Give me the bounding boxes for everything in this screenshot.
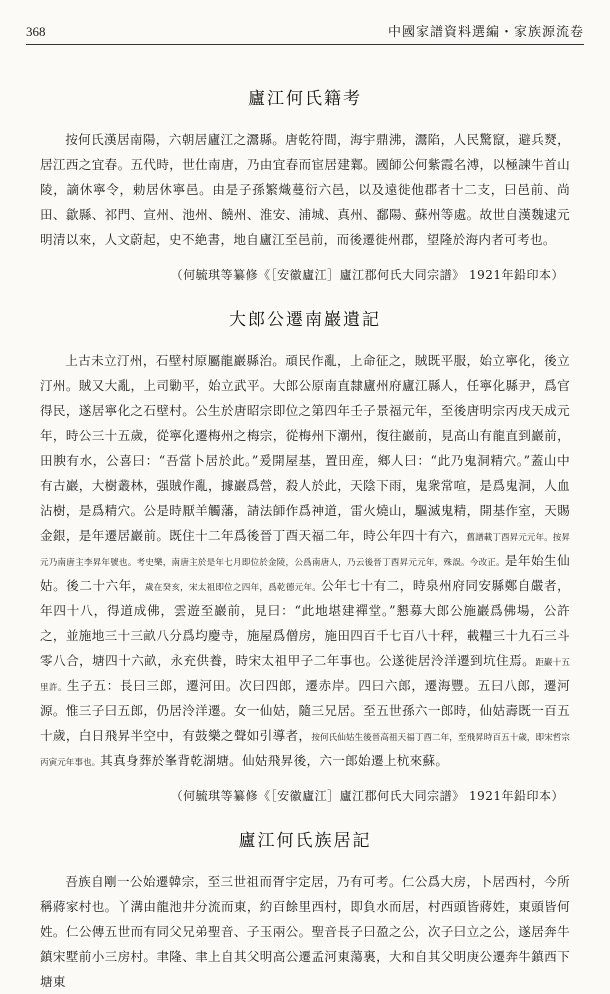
source-citation: （何毓琪等纂修《［安徽廬江］廬江郡何氏大同宗譜》 1921年鉛印本）: [170, 268, 564, 282]
section-title: 廬江何氏族居記: [238, 831, 372, 851]
section-body: [40, 348, 570, 773]
body-text: 其真身葬於峯背乾湖塘。仙姑飛昇後，六一郎始遷上杭來蘇。: [100, 753, 449, 768]
section-title: 大郎公遷南巖遺記: [229, 310, 381, 330]
body-text: 是年始生仙姑。後二十六年，: [40, 553, 571, 593]
section-body: 吾族自剛一公始遷韓宗，至三世祖而胥宇定居，乃有可考。仁公爲大房，卜居西村，今所稱蔣家村也。丫溝由龍池井分流而東，約百餘里西村，即負水而居，村西頭皆蔣姓，東頭皆何姓。仁公傳五世而有同父兄弟聖音、子玉兩公。聖音長子曰盈之公，次子曰立之公，遂居奔牛鎮宋墅前小三房村。聿隆、聿上自其父明高公遷孟河東蕩裏，大和自其父明庚公遷奔牛鎮西下塘東: [40, 874, 570, 989]
section-title: 廬江何氏籍考: [248, 89, 362, 109]
page-content: [40, 54, 570, 994]
body-text: 生子五：長曰三郎，遷河田。次曰四郎，遷赤岸。四曰六郎，遷海豐。五曰八郎，遷河源。惟三子曰五郎，仍居泠洋遷。女一仙姑，隨三兄居。至五世孫六一郎時，仙姑壽既一百五十歲，白日飛昇半空中，有鼓樂之聲如引導者，: [40, 678, 570, 743]
inline-note: 按何氏仙姑生後晉高祖天福丁酉二年，至飛昇時百五十歲，即宋哲宗丙寅元年事也。: [40, 733, 570, 768]
source-citation: （何毓琪等纂修《［安徽廬江］廬江郡何氏大同宗譜》 1921年鉛印本）: [170, 789, 564, 803]
page-header: [26, 16, 584, 45]
body-text: 上古未立汀州，石壁村原屬龍巖縣治。頑民作亂，上命征之，賊既平服，始立寧化，後立汀州。賊又大亂，上司勦平，始立武平。大郎公原南直隸廬州府廬江縣人，任寧化縣尹，爲官得民，遂居寧化之石壁村。公生於唐昭宗即位之第四年壬子景福元年，至後唐明宗丙戌天成元年，時公三十五歲，從寧化遷梅州之梅宗，從梅州下潮州，復往巖前，見高山有龍直到巖前，田腴有水，公喜曰：“吾當卜居於此。”爰開屋基，置田産，鄉人曰：“此乃鬼洞精穴。”蓋山中有古巖，大樹叢林，强賊作亂，據巖爲營，殺人於此，天陰下雨，鬼衆常喧，是爲鬼洞，人血沾樹，是爲精穴。公是時厭羊觸藩，請法師作爲神道，雷火燒山，驅滅鬼精，開基作室，天賜金銀，是年遷居巖前。既住十二年爲後晉丁酉天福二年，時公年四十有六，: [40, 353, 570, 543]
inline-note: 歲在癸亥，宋太祖即位之四年，爲乾德元年。: [144, 583, 322, 593]
inline-note: 舊譜載丁酉昇元元年。按昇元乃南唐主李昇年號也。考史樂，南唐主於是年七月即位於金陵，公爲南唐人，乃云後晉丁酉昇元元年，殊誤。今改正。: [40, 533, 570, 568]
running-title: 中國家譜資料選編・家族源流卷: [387, 25, 584, 40]
inline-note: 距巖十五里許。: [40, 658, 570, 693]
page-number: 368: [26, 24, 46, 39]
section-body: 按何氏漢居南陽，六朝居廬江之灊縣。唐乾符間，海宇鼎沸，灊陷，人民驚竄，避兵燹，居江西之宜春。五代時，世仕南唐，乃由宜春而宦居建鄴。國師公何紫霞名溥，以極諫牛首山陵，謫休寧令，勅居休寧邑。由是子孫繁熾蔓衍六邑，以及遠徙他郡者十二支，曰邑前、尚田、歙縣、祁門、宣州、池州、饒州、淮安、浦城、真州、鄱陽、蘇州等處。故世自漢魏逮元明清以來，人文蔚起，史不絶書，地自廬江至邑前，而後遷徙州郡，望隆於海内者可考也。: [40, 132, 570, 247]
body-text: 公年七十有二，時泉州府同安縣鄭自嚴者，年四十八，得道成佛，雲遊至巖前，見曰：“此地堪建禪堂。”懇募大郎公施巖爲佛場，公許之，並施地三十三畝八分爲均慶寺，施屋爲僧房，施田四百千七百八十秤，載糧三十九石三斗零八合，塘四十六畝，永充供養，時宋太祖甲子二年事也。公遂徙居泠洋遷到坑住焉。: [40, 578, 570, 668]
